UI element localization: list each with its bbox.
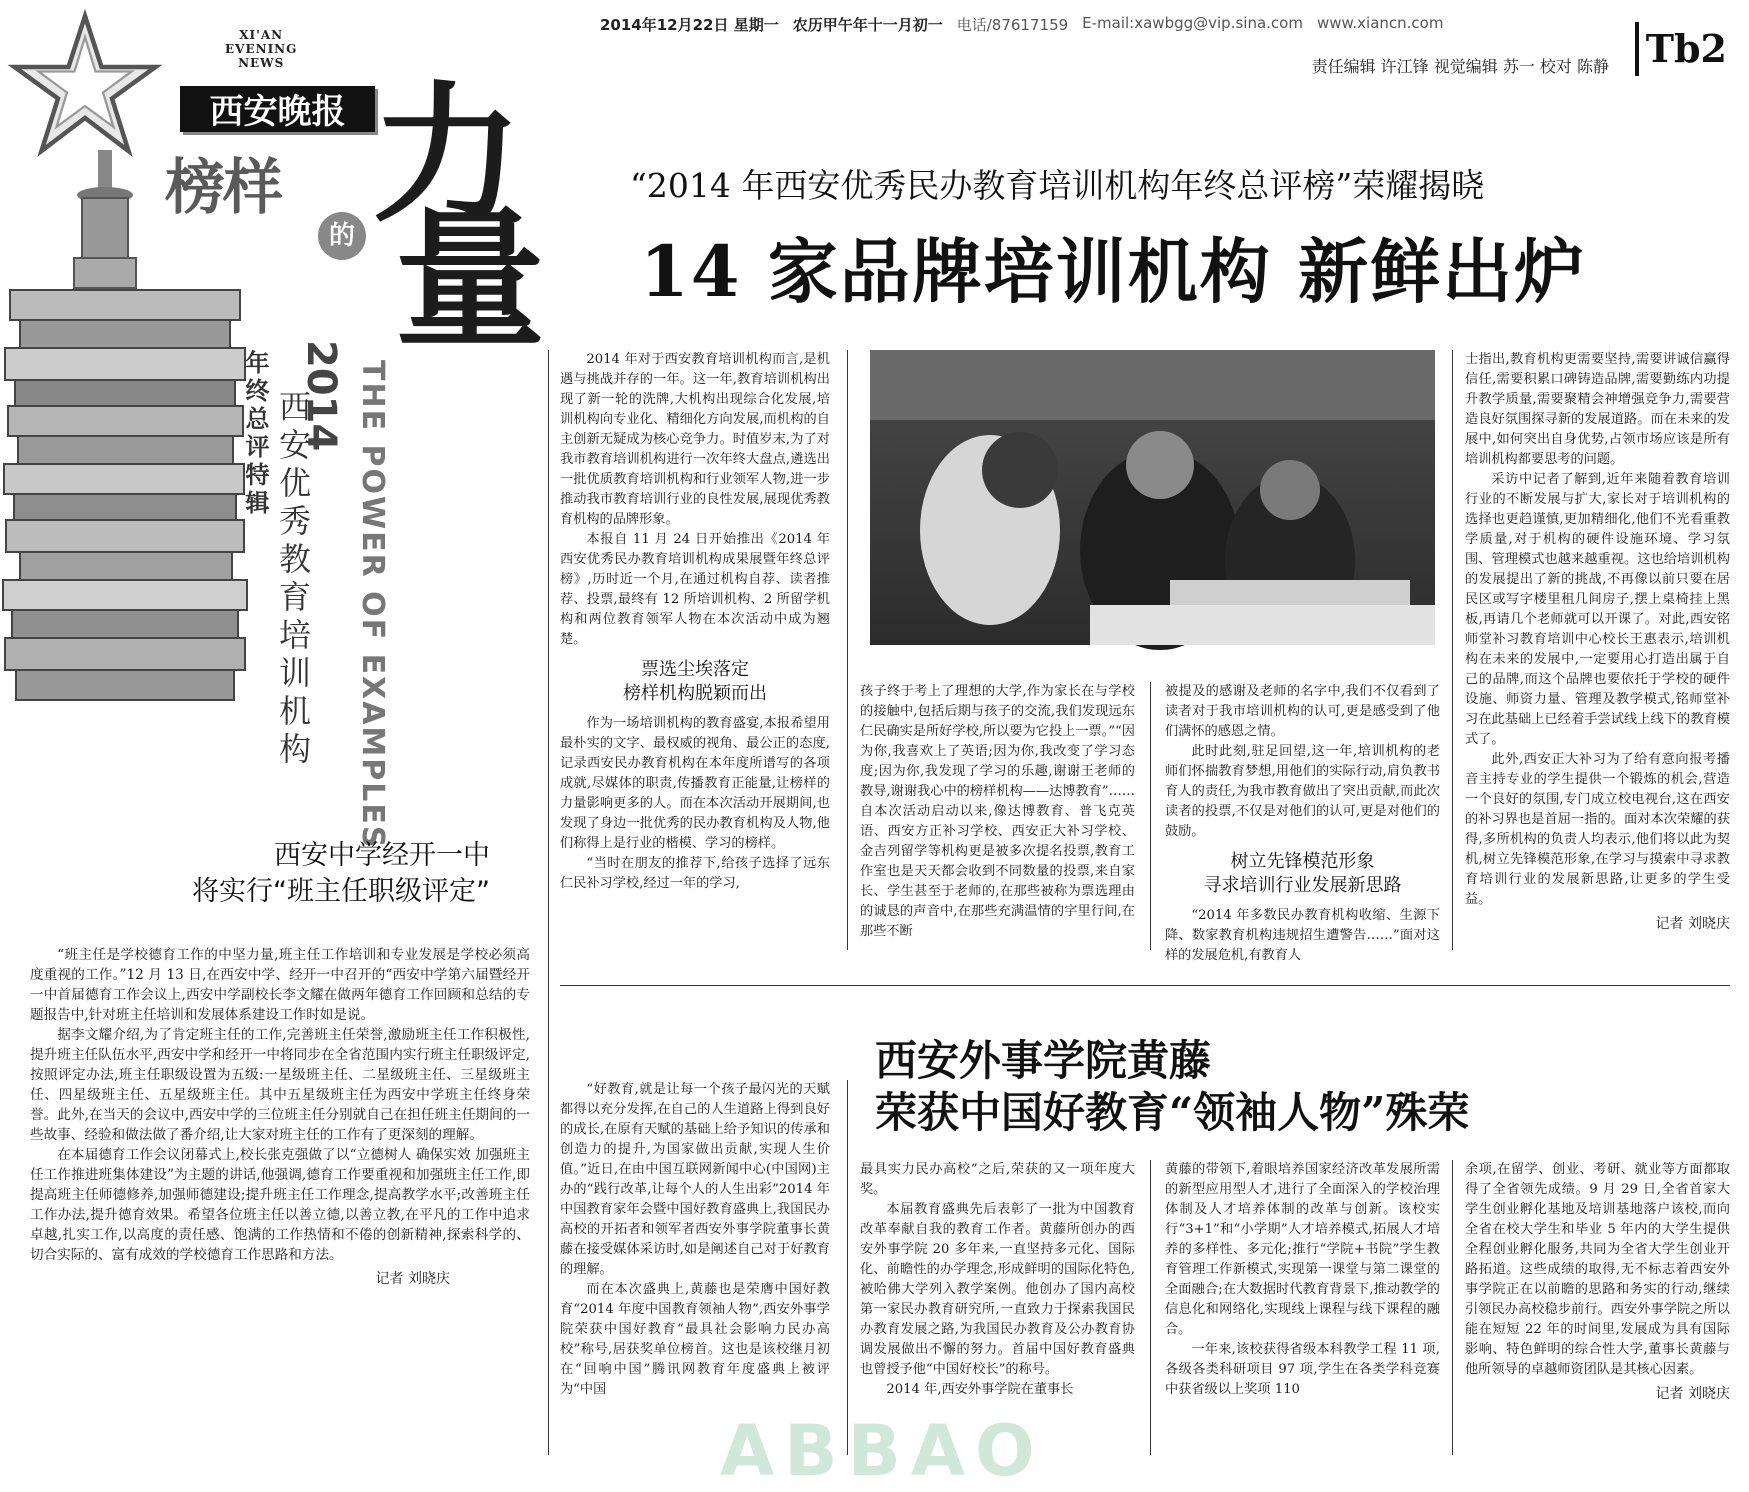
website: www.xiancn.com [1316, 14, 1444, 32]
feature-banner [0, 0, 600, 850]
lunar-date: 农历甲午年十一月初一 [792, 16, 943, 34]
section-rule [560, 985, 1730, 986]
paragraph: “2014 年多数民办教育机构收缩、生源下降、数家教育机构违规招生遭警告……”面对这样的发展危机,有教育人 [1165, 908, 1440, 963]
left-story-body [30, 945, 530, 1405]
paragraph: 本届教育盛典先后表彰了一批为中国教育改革奉献自我的教育工作者。黄藤所创办的西安外事学院 20 多年来,一直坚持多元化、国际化、前瞻性的办学理念,形成鲜明的国际化特色,被哈佛大学列入教学案例。他创办了国内高校第一家民办教育研究所,一直致力于探索我国民办教育发展之路,为我国民办教育及公办教育协调发展做出不懈的努力。首届中国好教育盛典也曾授予他“中国好校长”的称号。 [860, 1202, 1135, 1377]
column-rule [1150, 1160, 1151, 1455]
main-headline: 14 家品牌培训机构 新鲜出炉 [640, 230, 1587, 313]
lead-paragraph-1: 2014 年对于西安教育培训机构而言,是机遇与挑战并存的一年。这一年,教育培训机构出现了新一轮的洗牌,大机构出现综合化发展,培训机构向专业化、精细化方向发展,而机构的自主创新无疑成为核心竞争力。时值岁末,为了对我市教育培训机构进行一次年终大盘点,遴选出一批优质教育培训机构和行业领军人物,进一步推动我市教育培训行业的良性发展,展现优秀教育机构的品牌形象。 [560, 352, 830, 527]
lead-paragraph-2: 本报自 11 月 24 日开始推出《2014 年西安优秀民办教育培训机构成果展暨年终总评榜》,历时近一个月,在通过机构自荐、读者推荐、投票,最终有 12 所培训机构、2 所留学机构和两位教育领军人物在本次活动中成为翘楚。 [560, 532, 830, 647]
main-kicker: “2014 年西安优秀民办教育培训机构年终总评榜”荣耀揭晓 [630, 166, 1485, 205]
byline: 记者 刘晓庆 [1655, 1386, 1730, 1402]
paragraph: 此时此刻,驻足回望,这一年,培训机构的老师们怀揣教育梦想,用他们的实际行动,肩负教书育人的责任,为我市教育做出了突出贡献,而此次读者的投票,不仅是对他们的认可,更是对他们的鼓励。 [1165, 744, 1440, 839]
paragraph: 此外,西安正大补习为了给有意向报考播音主持专业的学生提供一个锻炼的机会,营造一个良好的氛围,专门成立校电视台,这在西安的补习界也是首屈一指的。面对本次荣耀的获得,多所机构的负责人均表示,他们将以此为契机,树立先锋模范形象,在学习与摸索中寻求教育培训行业的发展新思路,让更多的学生受益。 [1465, 752, 1730, 907]
banner-vertical-title: 西安优秀教育培训机构 [274, 390, 312, 770]
banner-title-part1: 榜样 [165, 153, 281, 223]
rosette-icon [318, 212, 366, 260]
editor-credits: 责任编辑 许江锋 视觉编辑 苏一 校对 陈静 [1311, 57, 1609, 76]
paragraph: “班主任是学校德育工作的中坚力量,班主任工作培训和专业发展是学校必须高度重视的工作。”12 月 13 日,在西安中学、经开一中召开的“西安中学第六届暨经开一中首届德育工作会议上,西安中学副校长李文耀在做两年德育工作回顾和总结的专题报告中,针对班主任培训和发展体系建设工作时如是说。 [30, 947, 530, 1023]
masthead-strip [600, 14, 1680, 38]
main-story-col-2 [860, 682, 1135, 950]
paragraph: 采访中记者了解到,近年来随着教育培训行业的不断发展与扩大,家长对于培训机构的选择也更趋谨慎,更加精细化,他们不光看重教学质量,对于机构的硬件设施环境、学习氛围、管理模式也越来越重视。这也给培训机构的发展提出了新的挑战,不再像以前只要在居民区或写字楼里租几间房子,摆上桌椅挂上黑板,再请几个老师就可以开课了。对此,西安铭师堂补习教育培训中心校长王惠表示,培训机构在未来的发展中,一定要用心打造出属于自己的品牌,而这个品牌也要依托于学校的硬件设施、师资力量、管理及教学模式,铭师堂补习在此基础上已经着手尝试线上线下的教育模式了。 [1465, 472, 1730, 747]
main-story-col-3 [1165, 682, 1440, 963]
paragraph: 据李文耀介绍,为了肯定班主任的工作,完善班主任荣誉,激励班主任工作积极性,提升班主任队伍水平,西安中学和经开一中将同步在全省范围内实行班主任职级评定,按照评定办法,班主任职级设置为五级:一星级班主任、二星级班主任、三星级班主任、四星级班主任、五星级班主任。其中五星级班主任为西安中学班主任终身荣誉。此外,在当天的会议中,西安中学的三位班主任分别就自己在担任班主任期间的一些故事、经验和做法做了番介绍,让大家对班主任的工作有了更深刻的理解。 [30, 1027, 530, 1143]
banner-vertical-subtitle: 年终总评特辑 [241, 350, 269, 518]
phone-number: 电话/87617159 [956, 16, 1069, 34]
banner-title-de: 的 [328, 221, 355, 251]
left-story-headline: 西安中学经开一中 将实行“班主任职级评定” [192, 840, 490, 907]
book-stack-icon [0, 290, 260, 720]
logo-english: XI'AN EVENING NEWS [225, 28, 298, 70]
banner-title-li: 力 [372, 67, 523, 243]
paragraph: 士指出,教育机构更需要坚持,需要讲诚信赢得信任,需要积累口碑铸造品牌,需要勤练内功提升教学质量,需要聚精会神增强竞争力,需要营造良好氛围探寻新的发展道路。而在未来的发展中,如何突出自身优势,占领市场应该是所有培训机构都要思考的问题。 [1465, 352, 1730, 467]
classroom-photo [870, 350, 1435, 645]
bottom-story-col-3 [1165, 1160, 1440, 1455]
email-address: E-mail:xawbgg@vip.sina.com [1082, 14, 1303, 32]
newspaper-logo: 西安晚报 [180, 86, 375, 132]
paragraph: “当时在朋友的推荐下,给孩子选择了远东仁民补习学校,经过一年的学习, [560, 856, 830, 891]
paragraph: 一年来,该校获得省级本科教学工程 11 项,各级各类科研项目 97 项,学生在各类学科竞赛中获省级以上奖项 110 [1165, 1342, 1440, 1397]
paragraph: 黄藤的带领下,着眼培养国家经济改革发展所需的新型应用型人才,进行了全面深入的学校治理体制及人才培养体制的改革与创新。该校实行“3+1”和“小学期”人才培养模式,拓展人才培养的多样性、多元化;推行“学院+书院”学生教育管理工作新模式,实现第一课堂与第二课堂的全面融合;在大数据时代教育背景下,推动教学的信息化和网络化,实现线上课程与线下课程的融合。 [1165, 1162, 1440, 1337]
paragraph: 被提及的感谢及老师的名字中,我们不仅看到了读者对于我市培训机构的认可,更是感受到了他们满怀的感恩之情。 [1165, 684, 1440, 739]
bottom-story-col-4 [1465, 1160, 1730, 1455]
banner-year: 2014 [298, 340, 344, 452]
column-rule [1150, 682, 1151, 950]
paragraph: 而在本次盛典上,黄藤也是荣膺中国好教育“2014 年度中国教育领袖人物”,西安外事学院荣获中国好教育“最具社会影响力民办高校”称号,居获奖单位榜首。这也是该校继月初在“回响中国”腾讯网教育年度盛典上被评为“中国 [560, 1282, 830, 1397]
date-line: 2014年12月22日 星期一 [600, 16, 779, 34]
trophy-base-icon [60, 150, 150, 300]
subhead-model: 树立先锋模范形象 寻求培训行业发展新思路 [1203, 851, 1402, 896]
paragraph: 余项,在留学、创业、考研、就业等方面都取得了全省领先成绩。9 月 29 日,全省首家大学生创业孵化基地及培训基地落户该校,而向全省在校大学生和毕业 5 年内的大学生提供全程创业孵化服务,共同为全省大学生创业开路拓道。这些成绩的取得,无不标志着西安外事学院正在以前瞻的思路和务实的行动,继续引领民办高校稳步前行。西安外事学院之所以能在短短 22 年的时间里,发展成为具有国际影响、特色鲜明的综合性大学,董事长黄藤与他所领导的卓越师资团队是其核心因素。 [1465, 1162, 1730, 1377]
banner-english-title: THE POWER OF EXAMPLES [355, 360, 390, 850]
column-rule [847, 1080, 848, 1455]
paragraph: 孩子终于考上了理想的大学,作为家长在与学校的接触中,包括后期与孩子的交流,我们发现远东仁民确实是所好学校,所以要为它投上一票。”“因为你,我喜欢上了英语;因为你,我改变了学习态度;因为你,我发现了学习的乐趣,谢谢王老师的教导,谢谢我心中的榜样机构——达博教育”……自本次活动启动以来,像达博教育、普飞克英语、西安方正补习学校、西安正大补习学校、金吉列留学等机构更是被多次提名投票,教育工作室也是天天都会收到不同数量的投票,来自家长、学生甚至于老师的,在那些被称为票选理由的诚恳的声音中,在那些充满温情的字里行间,在那些不断 [860, 684, 1135, 939]
banner-title-liang: 量 [395, 192, 546, 368]
page-code-divider [1635, 22, 1639, 76]
bottom-story-headline: 西安外事学院黄藤 荣获中国好教育“领袖人物”殊荣 [875, 1036, 1470, 1137]
page-code: Tb2 [1645, 26, 1727, 71]
byline: 记者 刘晓庆 [1655, 916, 1730, 932]
paragraph: 作为一场培训机构的教育盛宴,本报希望用最朴实的文字、最权威的视角、最公正的态度,记录西安民办教育机构在本年度所谱写的各项成就,尽媒体的职责,传播教育正能量,让榜样的力量影响更多的人。而在本次活动开展期间,也发现了身边一批优秀的民办教育机构及人物,他们称得上是行业的楷模、学习的榜样。 [560, 716, 830, 851]
main-story-col-1 [560, 350, 830, 950]
trophy-star-icon [10, 10, 160, 160]
paragraph: “好教育,就是让每一个孩子最闪光的天赋都得以充分发挥,在自己的人生道路上得到良好的成长,在原有天赋的基础上给予知识的传承和创造力的提升,为国家做出贡献,实现人生价值。”近日,在由中国互联网新闻中心(中国网)主办的“践行改革,让每个人的人生出彩”2014 年中国教育家年会暨中国好教育盛典上,我国民办高校的开拓者和领军者西安外事学院董事长黄藤在接受媒体采访时,如是阐述自己对于好教育的理解。 [560, 1082, 830, 1277]
column-rule [548, 350, 549, 1455]
column-rule [1452, 350, 1453, 950]
bottom-story-col-1 [560, 1080, 830, 1455]
paragraph: 在本届德育工作会议闭幕式上,校长张克强做了以“立德树人 确保实效 加强班主任工作推进班集体建设”为主题的讲话,他强调,德育工作要重视和加强班主任工作,即提高班主任师德修养,加强师德建设;提升班主任工作理念,提高教学水平;改善班主任工作办法,提升德育效果。希望各位班主任以善立德,以善立教,在平凡的工作中追求卓越,扎实工作,以高度的责任感、饱满的工作热情和不倦的创新精神,探索科学的、切合实际的、富有成效的学校德育工作思路和方法。 [30, 1147, 530, 1263]
paragraph: 2014 年,西安外事学院在董事长 [886, 1382, 1074, 1397]
byline: 记者 刘晓庆 [375, 1271, 450, 1287]
paragraph: 最具实力民办高校”之后,荣获的又一项年度大奖。 [860, 1162, 1135, 1197]
watermark-logo: ABBAO [720, 1410, 1045, 1492]
column-rule [1452, 1160, 1453, 1455]
photo-placeholder [870, 350, 1435, 645]
main-story-col-4 [1465, 350, 1730, 950]
subhead-vote: 票选尘埃落定 榜样机构脱颖而出 [623, 659, 767, 704]
column-rule [847, 350, 848, 950]
